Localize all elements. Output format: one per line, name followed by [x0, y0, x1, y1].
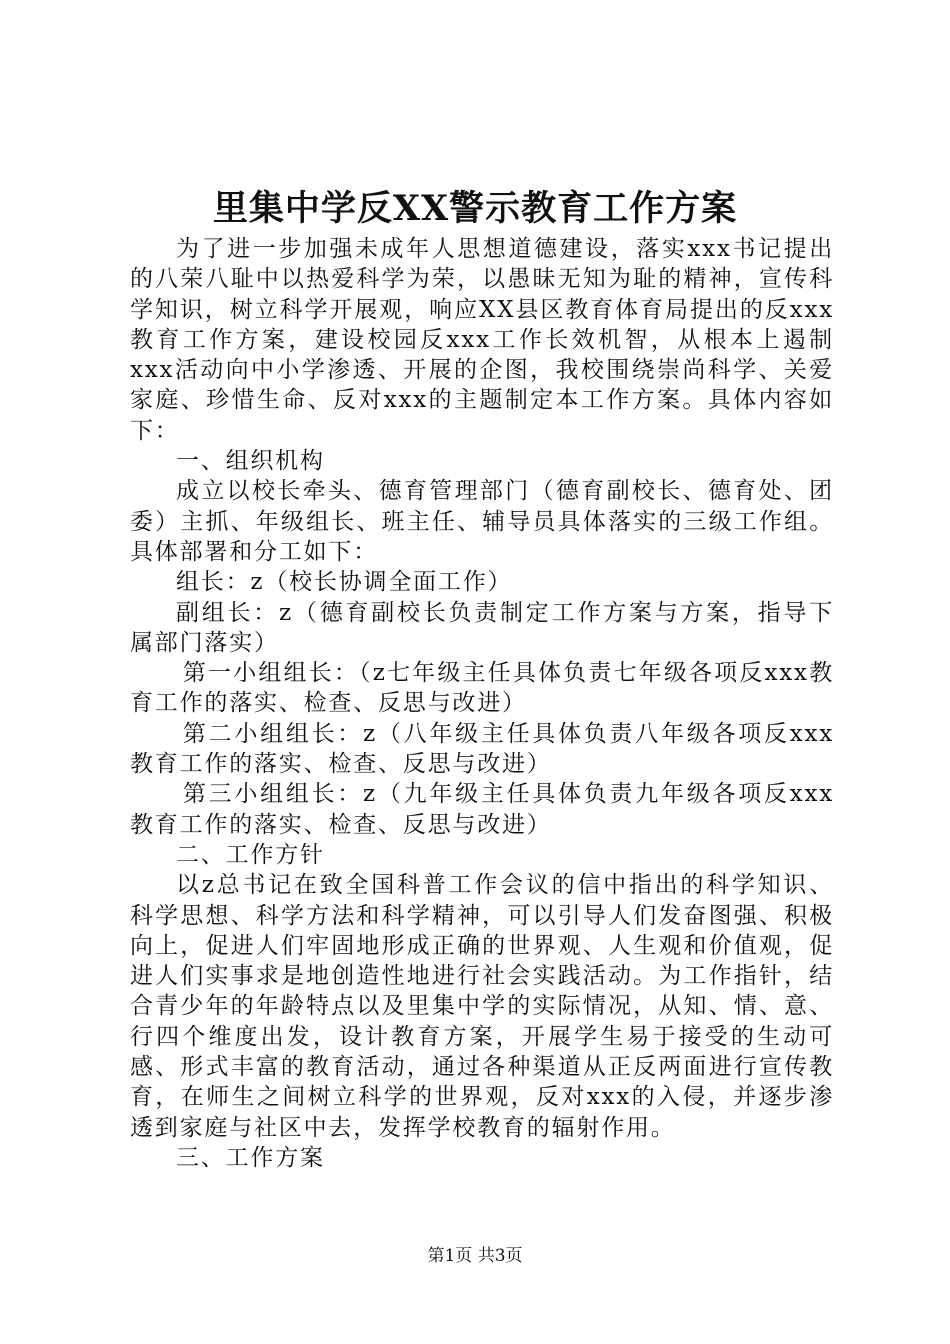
leader-line: 组长：z（校长协调全面工作）: [176, 569, 513, 596]
page-number-footer: 第1页 共3页: [427, 1246, 523, 1266]
section-heading-policy: 二、工作方针: [176, 841, 325, 868]
document-body: [130, 234, 834, 1173]
group-three-leader-line: 第三小组组长：z（九年级主任具体负责九年级各项反xxx教育工作的落实、检查、反思与改进）: [130, 781, 834, 838]
organization-paragraph: 成立以校长牵头、德育管理部门（德育副校长、德育处、团委）主抓、年级组长、班主任、辅导员具体落实的三级工作组。具体部署和分工如下：: [130, 478, 834, 565]
policy-paragraph: 以z总书记在致全国科普工作会议的信中指出的科学知识、科学思想、科学方法和科学精神，可以引导人们发奋图强、积极向上，促进人们牢固地形成正确的世界观、人生观和价值观，促进人们实事求是地创造性地进行社会实践活动。为工作指针，结合青少年的年龄特点以及里集中学的实际情况，从知、情、意、行四个维度出发，设计教育方案，开展学生易于接受的生动可感、形式丰富的教育活动，通过各种渠道从正反两面进行宣传教育，在师生之间树立科学的世界观，反对xxx的入侵，并逐步渗透到家庭与社区中去，发挥学校教育的辐射作用。: [130, 872, 834, 1141]
section-heading-organization: 一、组织机构: [176, 448, 325, 475]
deputy-leader-line: 副组长：z（德育副校长负责制定工作方案与方案，指导下属部门落实）: [130, 599, 834, 656]
group-two-leader-line: 第二小组组长：z（八年级主任具体负责八年级各项反xxx教育工作的落实、检查、反思与改进）: [130, 720, 834, 778]
intro-paragraph: 为了进一步加强未成年人思想道德建设，落实xxx书记提出的八荣八耻中以热爱科学为荣，以愚昧无知为耻的精神，宣传科学知识，树立科学开展观，响应XX县区教育体育局提出的反xxx教育工作方案，建设校园反xxx工作长效机智，从根本上遏制xxx活动向中小学渗透、开展的企图，我校围绕崇尚科学、关爱家庭、珍惜生命、反对xxx的主题制定本工作方案。具体内容如下：: [130, 236, 834, 444]
document-title: 里集中学反XX警示教育工作方案: [212, 188, 738, 229]
section-heading-plan: 三、工作方案: [176, 1144, 325, 1171]
group-one-leader-line: 第一小组组长：（z七年级主任具体负责七年级各项反xxx教育工作的落实、检查、反思与改进）: [130, 660, 834, 717]
